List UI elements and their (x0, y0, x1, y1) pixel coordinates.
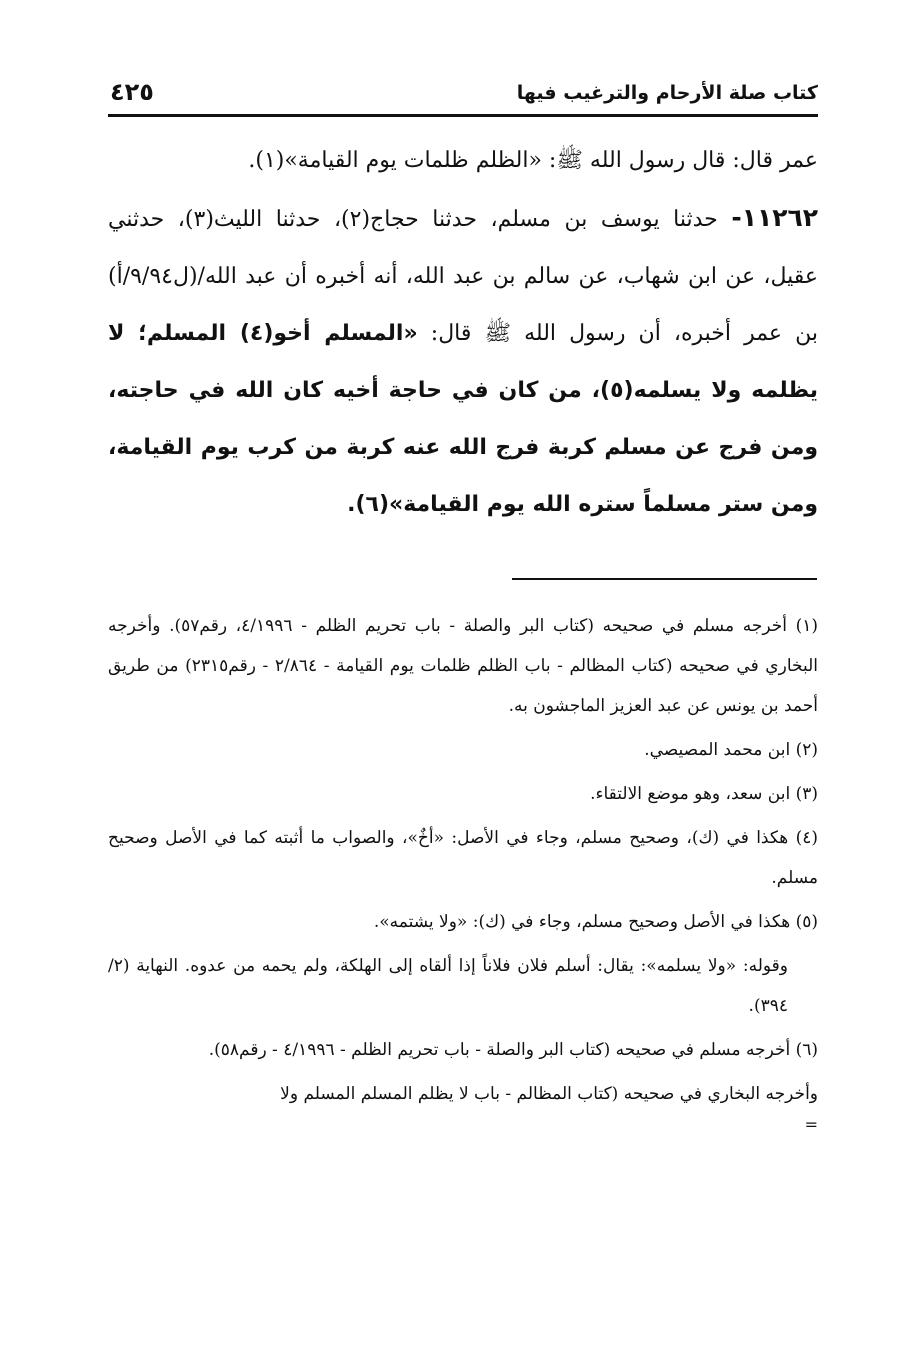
hadith-chain: حدثنا يوسف بن مسلم، حدثنا حجاج(٢)، حدثنا الليث(٣)، حدثني عقيل، عن ابن شهاب، عن سالم بن عبد الله، أنه أخبره أن عبد الله/(ل٩/٩٤/أ) بن عمر أخبره، أن رسول الله ﷺ قال: (108, 207, 819, 346)
hadith-number: ١١٢٦٢- (731, 203, 818, 232)
main-text (108, 132, 818, 533)
footnote-5-comment: وقوله: «ولا يسلمه»: يقال: أسلم فلان فلاناً إذا ألقاه إلى الهلكة، ولم يحمه من عدوه. النهاية (٢/ ٣٩٤). (108, 956, 788, 1016)
footnotes (108, 606, 818, 1132)
paragraph-2 (108, 189, 818, 533)
running-title: كتاب صلة الأرحام والترغيب فيها (516, 82, 818, 104)
header-rule (108, 114, 818, 117)
page-header (110, 78, 818, 112)
footnote-4: (٤) هكذا في (ك)، وصحيح مسلم، وجاء في الأصل: «أخٌ»، والصواب ما أثبته كما في الأصل وصحيح مسلم. (108, 828, 818, 888)
footnote-separator (512, 578, 817, 580)
footnote-1: (١) أخرجه مسلم في صحيحه (كتاب البر والصلة - باب تحريم الظلم - ٤/١٩٩٦، رقم٥٧). وأخرجه البخاري في صحيحه (كتاب المظالم - باب الظلم ظلمات يوم القيامة - ٢/٨٦٤ - رقم٢٣١٥) من طريق أحمد بن يونس عن عبد العزيز الماجشون به. (108, 616, 819, 716)
footnote-2: (٢) ابن محمد المصيصي. (644, 740, 818, 760)
footnote-5: (٥) هكذا في الأصل وصحيح مسلم، وجاء في (ك): «ولا يشتمه». (373, 912, 818, 932)
footnote-6: (٦) أخرجه مسلم في صحيحه (كتاب البر والصلة - باب تحريم الظلم - ٤/١٩٩٦ - رقم٥٨). (208, 1040, 818, 1060)
page-number: ٤٢٥ (110, 78, 154, 106)
footnote-3: (٣) ابن سعد، وهو موضع الالتقاء. (590, 784, 818, 804)
paragraph-1: عمر قال: قال رسول الله ﷺ: «الظلم ظلمات يوم القيامة»(١). (248, 148, 818, 173)
continuation-mark: = (804, 1115, 818, 1134)
footnote-6-continued: وأخرجه البخاري في صحيحه (كتاب المظالم - باب لا يظلم المسلم المسلم ولا (280, 1084, 818, 1104)
hadith-text: «المسلم أخو(٤) المسلم؛ لا يظلمه ولا يسلمه(٥)، من كان في حاجة أخيه كان الله في حاجته، ومن فرج عن مسلم كربة فرج الله عنه كربة من كرب يوم القيامة، ومن ستر مسلماً ستره الله يوم القيامة»(٦). (108, 321, 819, 517)
